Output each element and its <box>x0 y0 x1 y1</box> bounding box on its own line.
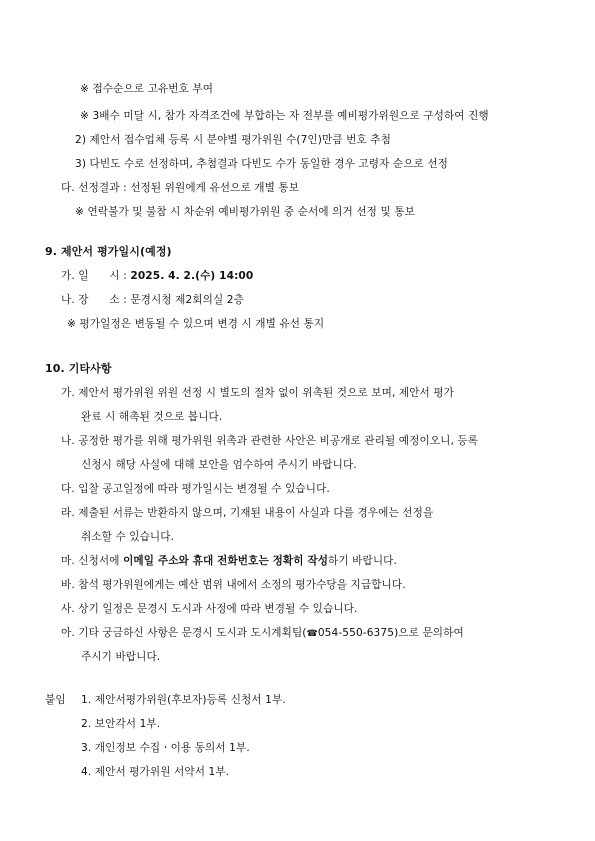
item-ma-emphasis: 이메일 주소와 휴대 전화번호는 정확히 작성 <box>123 555 329 567</box>
item-da: 다. 입찰 공고일정에 따라 평가일시는 변경될 수 있습니다. <box>61 483 330 495</box>
item-ra-line2: 취소할 수 있습니다. <box>81 531 175 543</box>
section-9-title: 9. 제안서 평가일시(예정) <box>45 245 172 258</box>
item-a-phone: 054-550-6375)으로 문의하여 <box>317 627 464 639</box>
item-a-line1 <box>61 626 464 641</box>
attachment-item-3: 3. 개인정보 수집ㆍ이용 동의서 1부. <box>81 742 250 754</box>
attachments-label: 붙임 <box>45 694 66 706</box>
eval-place-row: 나. 장 소 : 문경시청 제2회의실 2층 <box>61 294 244 306</box>
phone-icon: ☎ <box>306 629 318 639</box>
draw-item-3: 3) 다빈도 수로 선정하며, 추첨결과 다빈도 수가 동일한 경우 고령자 순으로 선정 <box>75 158 449 170</box>
item-ga-line2: 완료 시 해촉된 것으로 봅니다. <box>81 411 223 423</box>
section-10-title: 10. 기타사항 <box>45 362 112 375</box>
item-ga-line1: 가. 제안서 평가위원 위원 선정 시 별도의 절차 없이 위촉된 것으로 보며, 제안서 평가 <box>61 387 455 399</box>
attachment-item-2: 2. 보안각서 1부. <box>81 718 161 730</box>
attachment-item-1: 1. 제안서평가위원(후보자)등록 신청서 1부. <box>81 694 286 706</box>
item-ra-line1: 라. 제출된 서류는 반환하지 않으며, 기재된 내용이 사실과 다를 경우에는 선정을 <box>61 507 434 519</box>
item-ma-suffix: 하기 바랍니다. <box>328 555 397 567</box>
selection-result: 다. 선정결과 : 선정된 위원에게 유선으로 개별 통보 <box>61 182 300 194</box>
item-a-line2: 주시기 바랍니다. <box>81 651 161 663</box>
item-sa: 사. 상기 일정은 문경시 도시과 사정에 따라 변경될 수 있습니다. <box>61 603 358 615</box>
item-na-line2: 신청시 해당 사실에 대해 보안을 엄수하여 주시기 바랍니다. <box>81 459 357 471</box>
attachment-item-4: 4. 제안서 평가위원 서약서 1부. <box>81 766 230 778</box>
draw-item-2: 2) 제안서 접수업체 등록 시 분야별 평가위원 수(7인)만큼 번호 추첨 <box>75 134 391 146</box>
eval-date-label: 가. 일 시 : <box>61 270 131 282</box>
item-ma-prefix: 마. 신청서에 <box>61 555 124 567</box>
contact-note: ※ 연락불가 및 불참 시 차순위 예비평가위원 중 순서에 의거 선정 및 통보 <box>75 206 415 218</box>
receipt-order-note: ※ 접수순으로 고유번호 부여 <box>80 83 214 95</box>
item-ma <box>61 554 397 568</box>
eval-date-row <box>61 269 253 283</box>
shortfall-note: ※ 3배수 미달 시, 참가 자격조건에 부합하는 자 전부를 예비평가위원으로 구성하여 진행 <box>80 110 489 122</box>
eval-date-value: 2025. 4. 2.(수) 14:00 <box>130 270 254 282</box>
item-a-prefix: 아. 기타 궁금하신 사항은 문경시 도시과 도시계획팀( <box>61 627 307 639</box>
item-ba: 바. 참석 평가위원에게는 예산 범위 내에서 소정의 평가수당을 지급합니다. <box>61 579 406 591</box>
item-na-line1: 나. 공정한 평가를 위해 평가위원 위촉과 관련한 사안은 비공개로 관리될 예정이오니, 등록 <box>61 435 479 447</box>
schedule-note: ※ 평가일정은 변동될 수 있으며 변경 시 개별 유선 통지 <box>67 318 325 330</box>
